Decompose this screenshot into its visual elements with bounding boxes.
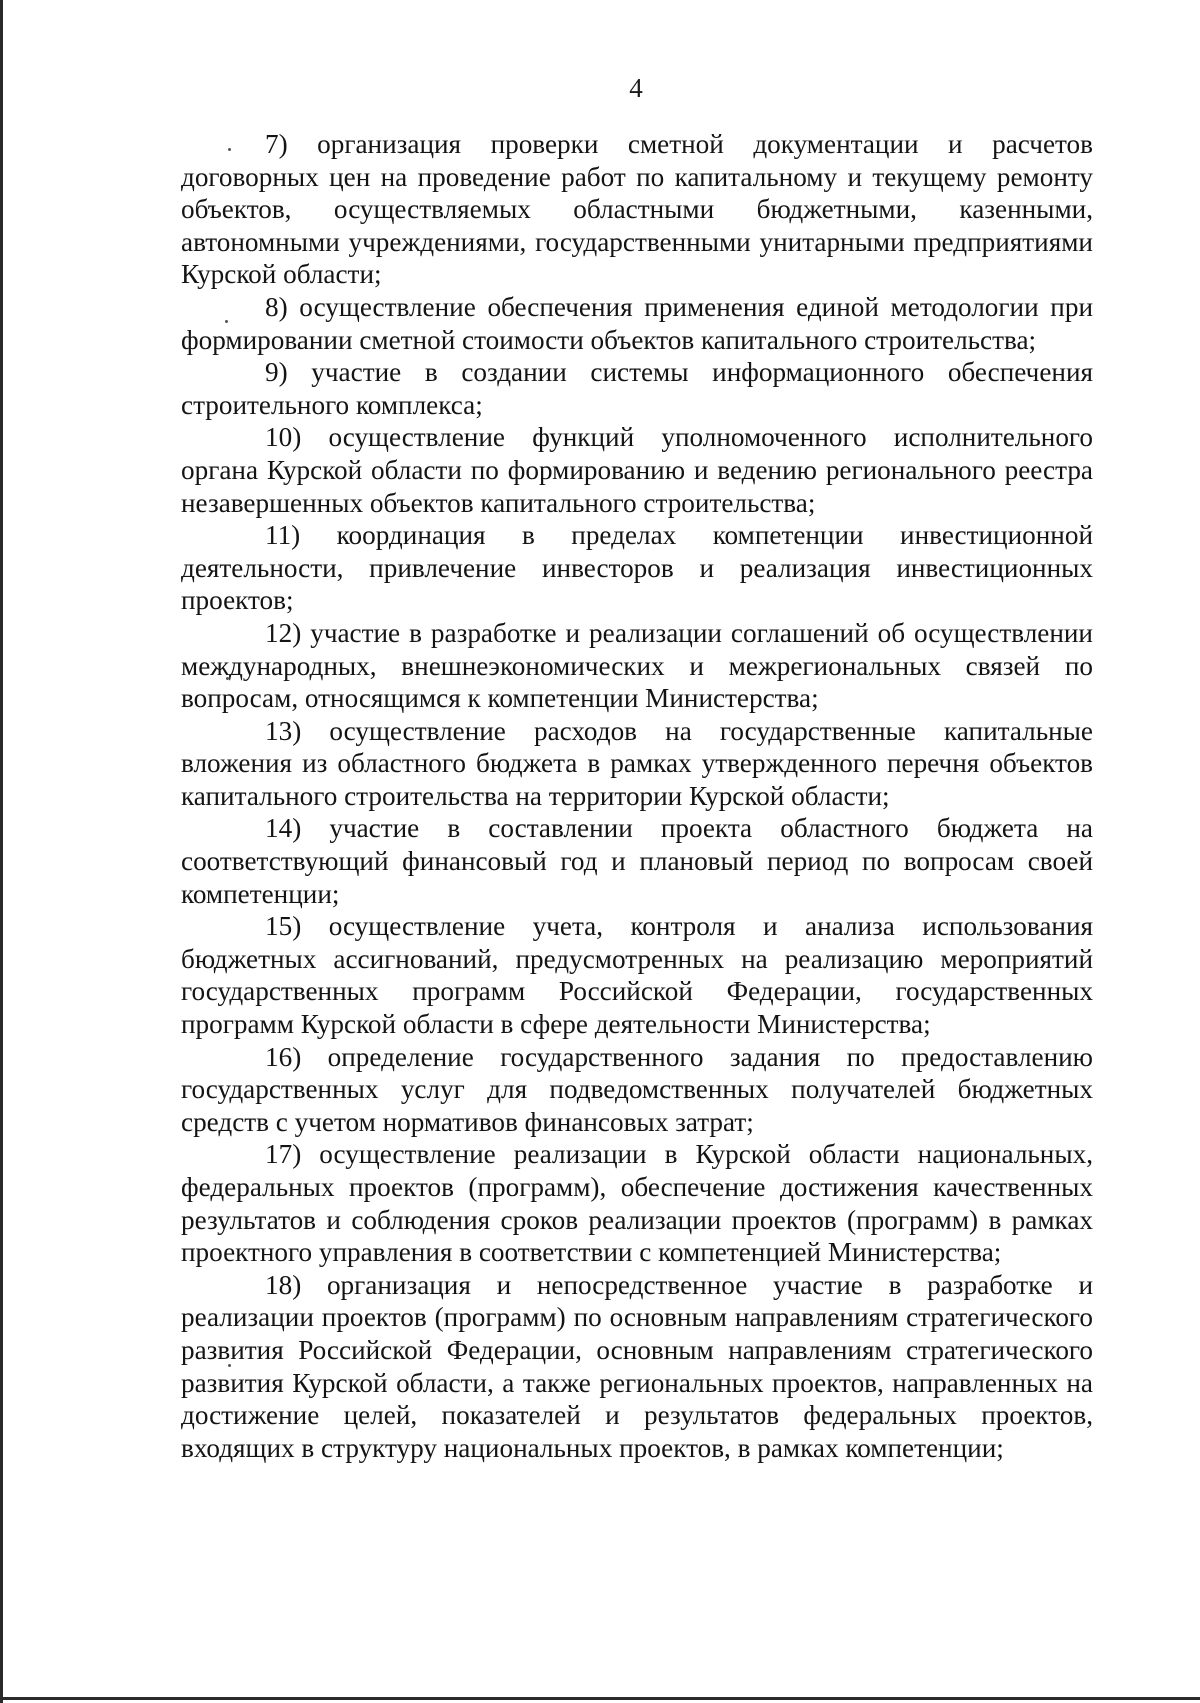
list-item: 10) осуществление функций уполномоченного исполнительного органа Курской области по формированию и ведению регионального реестра незавершенных объектов капитального строительства; (181, 422, 1093, 518)
list-item: 16) определение государственного задания по предоставлению государственных услуг для подведомственных получателей бюджетных средств с учетом нормативов финансовых затрат; (181, 1041, 1093, 1137)
list-item: 18) организация и непосредственное участие в разработке и реализации проектов (программ) по основным направлениям стратегического развития Российской Федерации, основным направлениям стратегического развития Курской области, а также региональных проектов, направленных на достижение целей, показателей и результатов федеральных проектов, входящих в структуру национальных проектов, в рамках компетенции; (181, 1269, 1093, 1463)
page-number: 4 (629, 73, 643, 103)
scan-edge-left (0, 0, 3, 1703)
scan-edge-bottom (0, 1697, 1200, 1700)
list-item: 8) осуществление обеспечения применения единой методологии при формировании сметной стоимости объектов капитального строительства; (181, 291, 1093, 355)
list-item: 12) участие в разработке и реализации соглашений об осуществлении международных, внешнеэкономических и межрегиональных связей по вопросам, относящимся к компетенции Министерства; (181, 617, 1093, 714)
list-item: 11) координация в пределах компетенции инвестиционной деятельности, привлечение инвесторов и реализация инвестиционных проектов; (181, 520, 1093, 616)
document-body (181, 128, 1093, 1464)
list-item: 7) организация проверки сметной документации и расчетов договорных цен на проведение работ по капитальному и текущему ремонту объектов, осуществляемых областными бюджетными, казенными, автономными учреждениями, государственными унитарными предприятиями Курской области; (181, 129, 1093, 290)
list-item: 15) осуществление учета, контроля и анализа использования бюджетных ассигнований, предусмотренных на реализацию мероприятий государственных программ Российской Федерации, государственных программ Курской области в сфере деятельности Министерства; (181, 911, 1093, 1040)
list-item: 9) участие в создании системы информационного обеспечения строительного комплекса; (181, 357, 1093, 420)
list-item: 13) осуществление расходов на государственные капитальные вложения из областного бюджета в рамках утвержденного перечня объектов капитального строительства на территории Курской области; (181, 715, 1093, 811)
list-item: 14) участие в составлении проекта областного бюджета на соответствующий финансовый год и плановый период по вопросам своей компетенции; (181, 813, 1093, 909)
list-item: 17) осуществление реализации в Курской области национальных, федеральных проектов (программ), обеспечение достижения качественных результатов и соблюдения сроков реализации проектов (программ) в рамках проектного управления в соответствии с компетенцией Министерства; (181, 1139, 1093, 1268)
